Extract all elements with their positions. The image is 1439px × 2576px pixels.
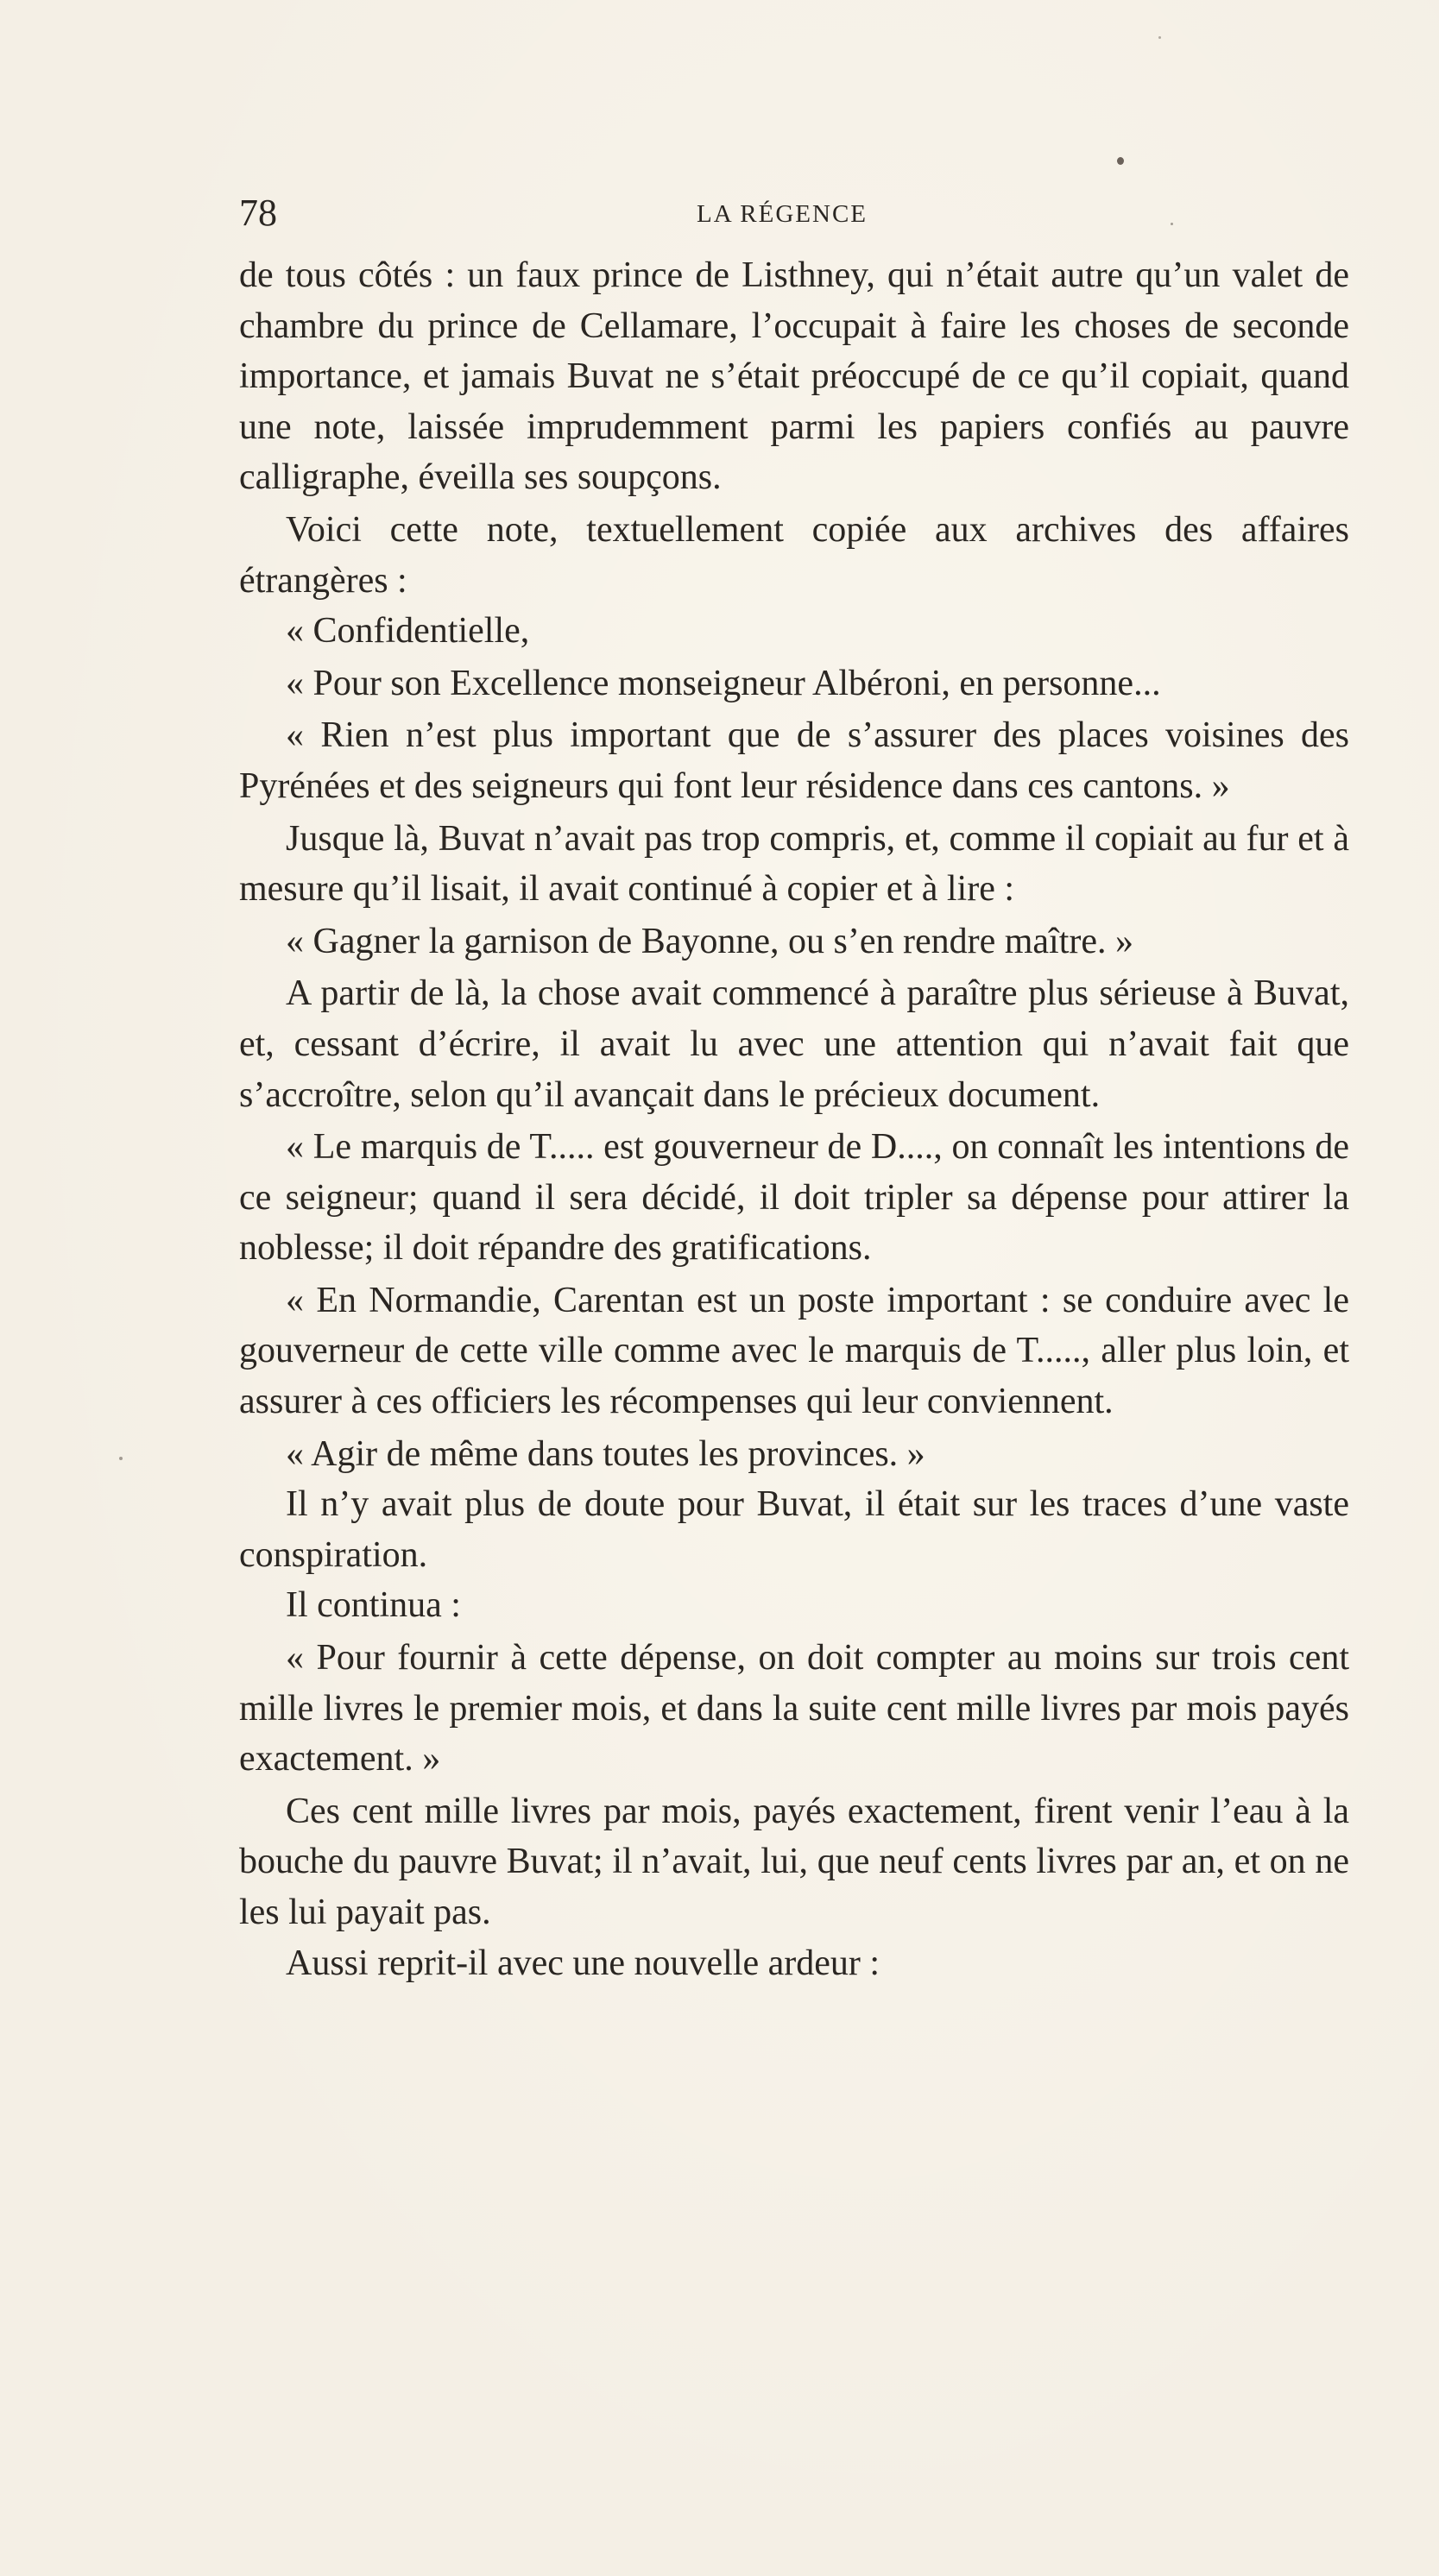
paragraph: « Pour son Excellence monseigneur Albéroni, en personne... [286,663,1161,703]
ink-speck [1158,36,1161,39]
paragraph: « Agir de même dans toutes les provinces. » [286,1433,925,1474]
paragraph: A partir de là, la chose avait commencé à paraître plus sérieuse à Buvat, et, cessant d’écrire, il avait lu avec une attention qui n’avait fait que s’accroître, selon qu’il avançait dans le précieux document. [239,973,1349,1115]
running-head [239,192,1358,235]
paragraph: Voici cette note, textuellement copiée aux archives des affaires étrangères : [239,509,1349,601]
paragraph: « Pour fournir à cette dépense, on doit compter au moins sur trois cent mille livres le premier mois, et dans la suite cent mille livres par mois payés exactement. » [239,1638,1349,1779]
paragraph: de tous côtés : un faux prince de Listhney, qui n’était autre qu’un valet de chambre du prince de Cellamare, l’occupait à faire les choses de seconde importance, et jamais Buvat ne s’était préoccupé de ce qu’il copiait, quand une note, laissée imprudemment parmi les papiers confiés au pauvre calligraphe, éveilla ses soupçons. [239,255,1349,498]
paragraph: Il n’y avait plus de doute pour Buvat, il était sur les traces d’une vaste conspiration. [239,1484,1349,1575]
paragraph: Il continua : [286,1585,461,1626]
ink-speck [119,1457,123,1460]
paragraph: « Le marquis de T..... est gouverneur de D...., on connaît les intentions de ce seigneur; quand il sera décidé, il doit tripler sa dépense pour attirer la noblesse; il doit répandre des gratifications. [239,1127,1349,1269]
paragraph: « En Normandie, Carentan est un poste important : se conduire avec le gouverneur de cette ville comme avec le marquis de T....., aller plus loin, et assurer à ces officiers les récompenses qui leur conviennent. [239,1280,1349,1422]
running-title: LA RÉGENCE [697,200,868,228]
body-text [239,250,1349,1988]
paragraph: Jusque là, Buvat n’avait pas trop compris, et, comme il copiait au fur et à mesure qu’il lisait, il avait continué à copier et à lire : [239,818,1349,910]
paragraph: « Gagner la garnison de Bayonne, ou s’en rendre maître. » [286,921,1133,961]
paragraph: Ces cent mille livres par mois, payés exactement, firent venir l’eau à la bouche du pauvre Buvat; il n’avait, lui, que neuf cents livres par an, et on ne les lui payait pas. [239,1791,1349,1932]
paragraph: « Confidentielle, [286,611,530,652]
paragraph: Aussi reprit-il avec une nouvelle ardeur : [286,1943,880,1983]
ink-speck [1117,157,1124,165]
page-number: 78 [239,192,277,234]
paragraph: « Rien n’est plus important que de s’assurer des places voisines des Pyrénées et des seigneurs qui font leur résidence dans ces cantons. » [239,715,1349,806]
